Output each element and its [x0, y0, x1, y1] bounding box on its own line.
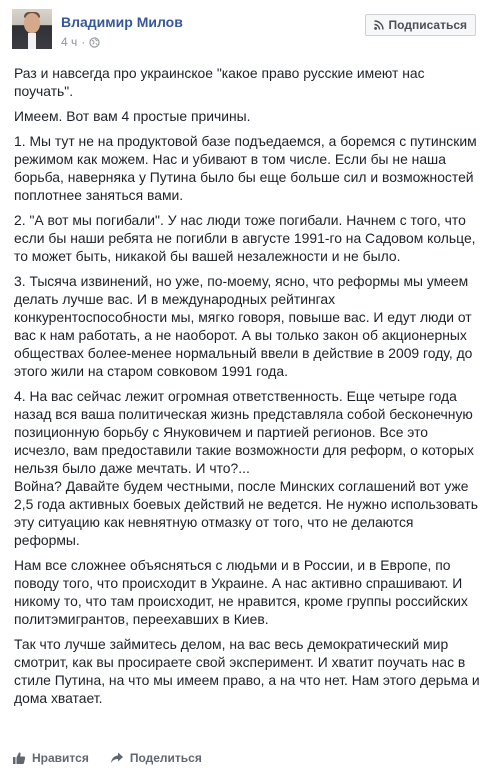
share-button-label: Поделиться [129, 751, 202, 765]
post-actions [12, 748, 223, 768]
post-paragraph: 1. Мы тут не на продуктовой базе подъедаемся, а боремся с путинским режимом как можем. Нас и убивают в том числе. Если бы не наша борьба, наверняка у Путина было бы еще больше сил и возможностей поплотнее заняться вами. [14, 133, 477, 203]
post-paragraph: Нам все сложнее объясняться с людьми и в России, и в Европе, по поводу того, что происходит в Украине. А нас активно спрашивают. И никому то, что там происходит, не нравится, кроме группы российских политэмигрантов, переехавших в Киев. [14, 557, 468, 627]
post-timestamp[interactable]: 4 ч [61, 35, 78, 49]
follow-button-label: Подписаться [388, 18, 467, 32]
post-meta [61, 35, 100, 49]
rss-icon [374, 20, 384, 30]
meta-separator: · [81, 35, 86, 49]
author-name-link[interactable]: Владимир Милов [61, 14, 183, 30]
post-paragraph: Раз и навсегда про украинское "какое право русские имеют нас поучать". [14, 65, 425, 99]
share-arrow-icon [110, 751, 124, 765]
avatar-face [24, 13, 40, 33]
follow-button[interactable] [365, 14, 476, 36]
share-button[interactable] [110, 751, 202, 765]
post-body [14, 64, 480, 707]
post-header [9, 0, 487, 64]
author-avatar[interactable] [12, 9, 52, 49]
like-button-label: Нравится [32, 751, 89, 765]
avatar-shirt [28, 33, 36, 49]
post-paragraph: 3. Тысяча извинений, но уже, по-моему, ясно, что реформы мы умеем делать лучше вас. И в международных рейтингах конкурентоспособности мы, мягко говоря, повыше вас. И едут люди от вас к нам работать, а не наоборот. А вы только закон об акционерных обществах более-менее нормальный ввели в действие в 2009 году, до этого жили на старом совковом 1991 года. [14, 273, 473, 379]
post-paragraph: Имеем. Вот вам 4 простые причины. [14, 108, 251, 124]
post-paragraph: 2. "А вот мы погибали". У нас люди тоже погибали. Начнем с того, что если бы наши ребята не погибли в августе 1991-го на Садовом кольце, то может быть, никакой бы вашей незалежности и не было. [14, 212, 476, 264]
like-button[interactable] [12, 751, 89, 765]
globe-icon[interactable] [89, 37, 100, 48]
thumbs-up-icon [12, 751, 26, 765]
post-paragraph: Так что лучше займитесь делом, на вас весь демократический мир смотрит, как вы просираете свой эксперимент. И хватит поучать нас в стиле Путина, на что мы имеем право, а на что нет. Нам этого дерьма и дома хватает. [14, 636, 480, 706]
post-paragraph: 4. На вас сейчас лежит огромная ответственность. Еще четыре года назад вся ваша политическая жизнь представляла собой бесконечную позиционную борьбу с Януковичем и партией регионов. Все это исчезло, вам предоставили такие возможности для реформ, о которых нельзя было даже мечтать. И что?... Война? Давайте будем честными, после Минских соглашений вот уже 2,5 года активных боевых действий не ведется. Не нужно использовать эту ситуацию как невнятную отмазку от того, что не делаются реформы. [14, 388, 478, 548]
